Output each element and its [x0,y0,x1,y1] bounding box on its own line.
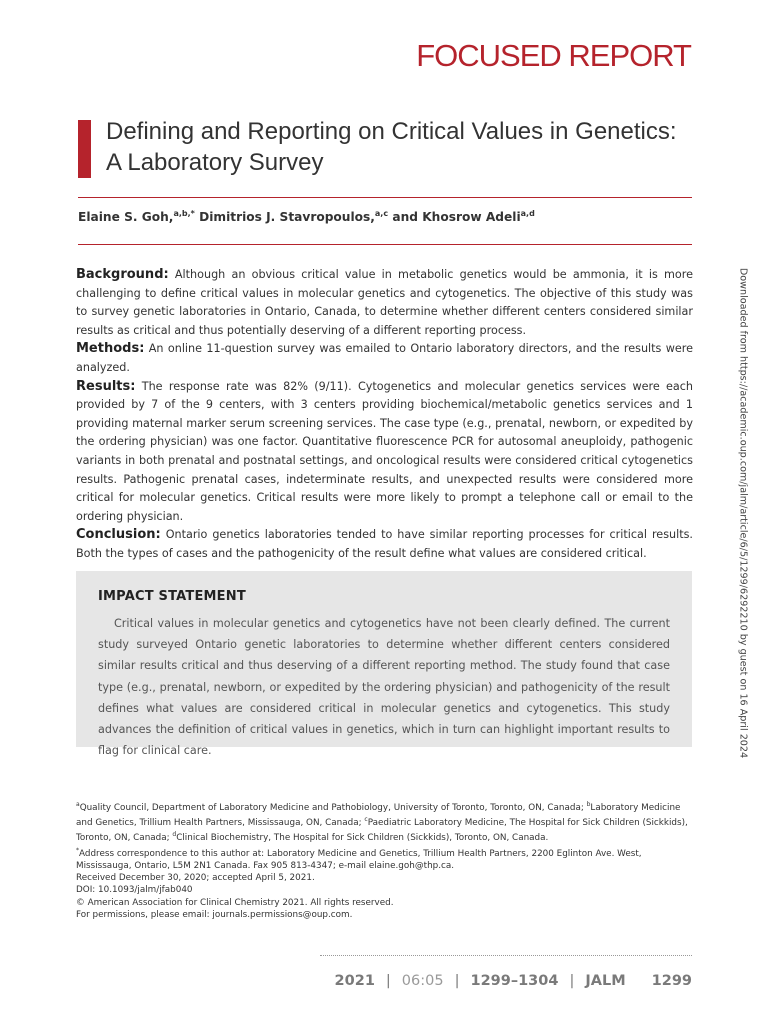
footer-separator: | [385,973,391,989]
abstract-section-heading: Methods: [76,341,145,357]
affiliation-text: Laboratory Medicine and Genetics, Trillium Health Partners, Mississauga, ON, Canada; [76,802,681,829]
author-name: Khosrow Adeli [422,210,521,225]
affiliations-note [76,799,693,845]
author-name: Dimitrios J. Stavropoulos, [199,210,375,225]
report-type-label: FOCUSED REPORT [416,38,691,73]
abstract-section-heading: Results: [76,378,136,394]
abstract-section-text: Ontario genetics laboratories tended to have similar reporting processes for critical results. Both the types of cases and the pathogenicity of the result define what values are considered critical. [76,528,693,560]
author-affiliation-marks: a,b,* [173,209,195,218]
author-affiliation-marks: a,c [374,209,389,218]
permissions-note: For permissions, please email: journals.permissions@oup.com. [76,910,353,921]
copyright-note: © American Association for Clinical Chemistry 2021. All rights reserved. [76,897,394,908]
abstract-conclusion [76,526,693,563]
author-conjunction: and [392,210,418,225]
correspondence-note [76,845,693,873]
footer-pages: 1299–1304 [470,973,559,989]
footer-separator: | [569,973,575,989]
divider-top [78,197,692,198]
title-accent-bar [78,120,91,178]
doi: DOI: 10.1093/jalm/jfab040 [76,885,193,896]
footer-journal: JALM [585,973,626,989]
footnotes [76,799,693,921]
footnote-mark: c [364,816,368,824]
author-affiliation-marks: a,d [520,209,535,218]
abstract-background [76,266,693,340]
impact-statement-box [76,571,692,758]
abstract-methods [76,340,693,377]
footer-separator: | [454,973,460,989]
footnote-mark: * [76,846,79,854]
abstract-results [76,378,693,527]
abstract [76,266,693,564]
abstract-section-text: The response rate was 82% (9/11). Cytogenetics and molecular genetics services were each provided by 7 of the 9 centers, with 3 centers providing biochemical/metabolic genetics services and 1 providing maternal marker serum screening services. The case type (e.g., prenatal, newborn, or expedited by the ordering physician) was one factor. Quantitative fluorescence PCR for autosomal aneuploidy, pathogenic variants in both prenatal and postnatal settings, and oncological results were considered critical cytogenetics results. Pathogenic prenatal cases, indeterminate results, and unexpected results were considered more critical for molecular genetics. Critical results were more likely to prompt a telephone call or email to the ordering physician. [76,379,693,523]
footer-year: 2021 [334,973,375,989]
footer-issue: 06:05 [401,973,444,989]
affiliation-text: Clinical Biochemistry, The Hospital for Sick Children (Sickkids), Toronto, ON, Canada. [176,833,549,844]
abstract-section-heading: Conclusion: [76,527,161,543]
affiliation-text: Quality Council, Department of Laboratory Medicine and Pathobiology, University of Toronto, Toronto, ON, Canada; [79,802,587,813]
divider-authors [78,244,692,245]
footer-dotted-rule [320,955,692,956]
author-list [78,209,692,224]
correspondence-text: Address correspondence to this author at: Laboratory Medicine and Genetics, Trillium Health Partners, 2200 Eglinton Ave. West, Mississauga, Ontario, L5M 2N1 Canada. Fax 905 813-4347; e-mail elaine.goh@thp.ca. [76,848,642,871]
author-name: Elaine S. Goh, [78,210,174,225]
abstract-section-text: Although an obvious critical value in metabolic genetics would be ammonia, it is more challenging to define critical values in molecular genetics and cytogenetics. The objective of this study was to survey genetic laboratories in Ontario, Canada, to determine whether different centers considered similar results as critical and thus potentially deserving of a different reporting process. [76,268,693,337]
abstract-section-text: An online 11-question survey was emailed to Ontario laboratory directors, and the results were analyzed. [76,342,693,374]
footnote-mark: a [76,801,80,808]
abstract-section-heading: Background: [76,267,169,282]
footnote-mark: b [586,801,591,808]
article-title: Defining and Reporting on Critical Values in Genetics: A Laboratory Survey [106,118,677,176]
footnote-mark: d [172,831,177,839]
impact-statement-title: IMPACT STATEMENT [98,589,246,604]
footer-page-number: 1299 [651,973,692,989]
impact-statement-text: Critical values in molecular genetics and cytogenetics have not been clearly defined. The current study surveyed Ontario genetic laboratories to determine whether different centers considered similar results critical and thus deserving of a different reporting method. The study found that case type (e.g., prenatal, newborn, or expedited by the ordering physician) and pathogenicity of the result defines what values are considered critical in molecular genetics and cytogenetics. This study advances the definition of critical values in genetics, which in turn can highlight important results to flag for clinical care. [98,617,670,758]
page-footer [335,973,692,989]
received-date: Received December 30, 2020; accepted April 5, 2021. [76,873,315,884]
affiliation-text: Paediatric Laboratory Medicine, The Hospital for Sick Children (Sickkids), Toronto, ON, Canada; [76,818,688,844]
download-note: Downloaded from https://academic.oup.com/jalm/article/6/5/1299/6292210 by guest on 16 April 2024 [737,267,749,759]
